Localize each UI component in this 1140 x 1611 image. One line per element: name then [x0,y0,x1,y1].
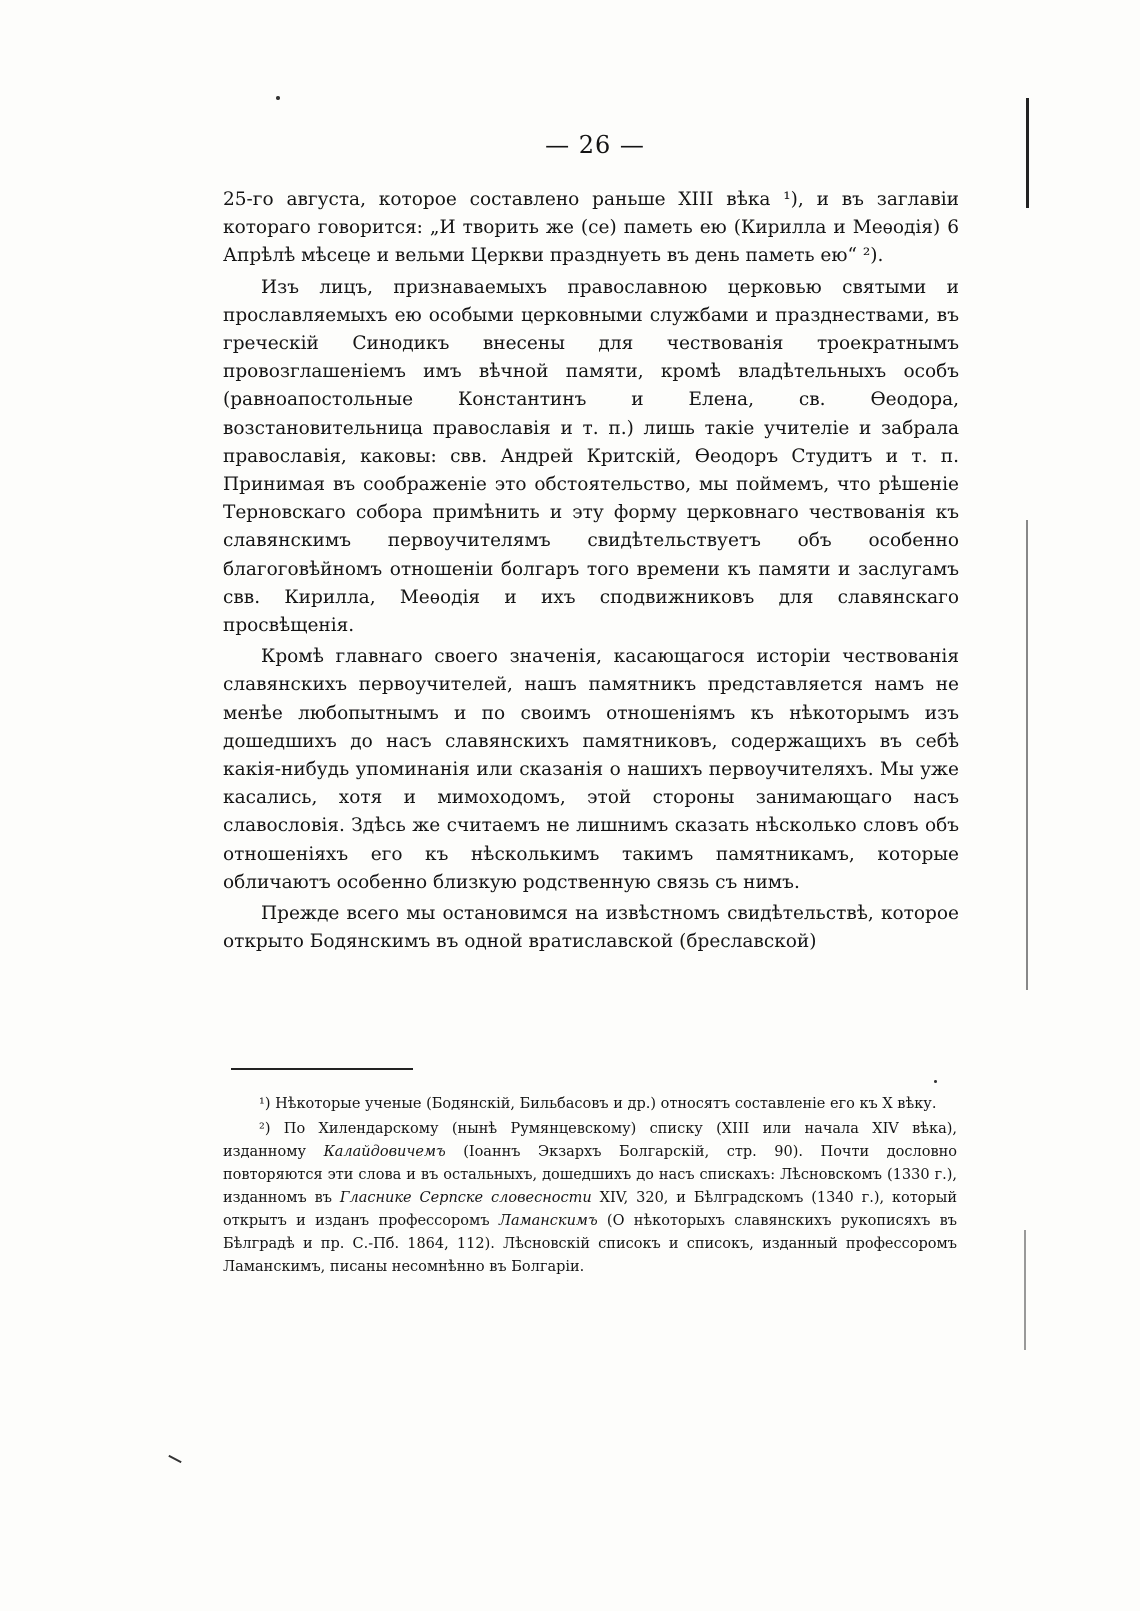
paragraph-significance: Кромѣ главнаго своего значенія, касающагося исторіи чествованія славянскихъ первоучителей, нашъ памятникъ представляется намъ не менѣе любопытнымъ и по своимъ отношеніямъ къ нѣкоторымъ изъ дошедшихъ до насъ славянскихъ памятниковъ, содержащихъ въ себѣ какія-нибудь упоминанія или сказанія о нашихъ первоучителяхъ. Мы уже касались, хотя и мимоходомъ, этой стороны занимающаго насъ славословія. Здѣсь же считаемъ не лишнимъ сказать нѣсколько словъ объ отношеніяхъ его къ нѣсколькимъ такимъ памятникамъ, которые обличаютъ особенно близкую родственную связь съ нимъ. [223,646,959,893]
footnotes [223,1093,957,1281]
footnote-2-kalaidovich: Калайдовичемъ [323,1144,446,1160]
footnote-1: ¹) Нѣкоторые ученые (Бодянскій, Бильбасовъ и др.) относятъ составленіе его къ X вѣку. [259,1096,937,1112]
scan-speck [276,96,280,100]
footnote-divider [231,1068,413,1070]
footnote-2-lamansky: Ламанскимъ [498,1213,598,1229]
footnote-2-part-e: XIV, 320, и Бѣлградскомъ (1340 г.), который открытъ и изданъ профессоромъ [223,1190,958,1229]
paragraph-synodikon: Изъ лицъ, признаваемыхъ православною церковью святыми и прославляемыхъ ею особыми церковными службами и празднествами, въ греческій Синодикъ внесены для чествованія троекратнымъ провозглашеніемъ имъ вѣчной памяти, кромѣ владѣтельныхъ особъ (равноапостольные Константинъ и Елена, св. Ѳеодора, возстановительница православія и т. п.) лишь такіе учителіе и забрала православія, каковы: свв. Андрей Критскій, Ѳеодоръ Студитъ и т. п. Принимая въ соображеніе это обстоятельство, мы поймемъ, что рѣшеніе Терновскаго собора примѣнить и эту форму церковнаго чествованія къ славянскимъ первоучителямъ свидѣтельствуетъ объ особенно благоговѣйномъ отношеніи болгаръ того времени къ памяти и заслугамъ свв. Кирилла, Меѳодія и ихъ сподвижниковъ для славянскаго просвѣщенія. [223,276,959,637]
main-text [223,186,959,959]
scan-mark [168,1455,181,1463]
paragraph-continued: 25-го августа, которое составлено раньше XIII вѣка ¹), и въ заглавіи котораго говорится: „И творить же (се) паметь ею (Кирилла и Меѳодія) 6 Апрѣлѣ мѣсеце и вельми Церкви празднуеть въ день паметь ею“ ²). [223,189,959,267]
scan-margin-line [1026,520,1028,990]
paragraph-bodyansky: Прежде всего мы остановимся на извѣстномъ свидѣтельствѣ, которое открыто Бодянскимъ въ одной вратиславской (бреславской) [223,903,959,953]
footnote-2-part-g: (О нѣкоторыхъ славянскихъ рукописяхъ въ Бѣлградѣ и пр. С.-Пб. 1864, 112). Лѣсновскій списокъ и списокъ, изданный профессоромъ Ламанскимъ, писаны несомнѣнно въ Болгаріи. [223,1213,957,1275]
footnote-2 [223,1118,957,1279]
page-number: — 26 — [545,131,645,159]
scan-margin-line [1026,98,1029,208]
footnote-2-glasnik: Гласнике Серпске словесности [339,1190,592,1206]
scan-speck [934,1080,937,1083]
scan-margin-line [1024,1230,1026,1350]
footnote-2-part-a: ²) По Хилендарскому (нынѣ Румянцевскому) списку (XIII или начала XIV вѣка), изданному [223,1121,957,1160]
footnote-2-part-c: (Іоаннъ Экзархъ Болгарскій, стр. 90). Почти дословно повторяются эти слова и въ остальныхъ, дошедшихъ до насъ спискахъ: Лѣсновскомъ (1330 г.), изданномъ въ [223,1144,958,1206]
